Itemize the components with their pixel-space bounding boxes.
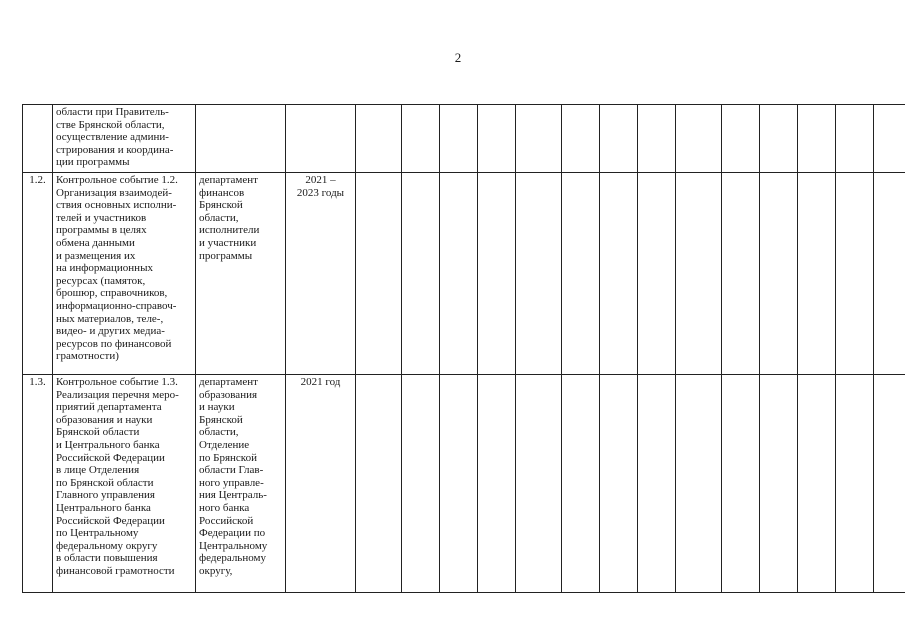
- cell-text-line: Российской Федерации: [56, 514, 165, 527]
- row-number-cell: [23, 105, 53, 173]
- page-number: 2: [454, 50, 462, 65]
- cell-text-line: стве Брянской области,: [56, 118, 165, 131]
- empty-schedule-cell: [874, 105, 905, 173]
- empty-schedule-cell: [600, 173, 638, 375]
- executor-cell: [196, 105, 286, 173]
- row-number-cell: [23, 375, 53, 593]
- empty-schedule-cell: [874, 173, 905, 375]
- cell-text-line: области,: [199, 211, 239, 224]
- empty-schedule-cell: [798, 105, 836, 173]
- empty-schedule-cell: [760, 375, 798, 593]
- cell-text-line: исполнители: [199, 224, 260, 237]
- empty-schedule-cell: [516, 375, 562, 593]
- event-description-cell: [53, 105, 196, 173]
- empty-schedule-cell: [836, 105, 874, 173]
- empty-schedule-cell: [562, 105, 600, 173]
- cell-text-line: по Брянской области: [56, 476, 154, 489]
- cell-text-line: Контрольное событие 1.2.: [56, 174, 178, 186]
- cell-text-line: приятий департамента: [56, 401, 162, 414]
- empty-schedule-cell: [676, 173, 722, 375]
- table-row: [23, 375, 905, 593]
- empty-schedule-cell: [440, 375, 478, 593]
- empty-schedule-cell: [798, 173, 836, 375]
- cell-text-line: грамотности): [56, 350, 119, 363]
- empty-schedule-cell: [676, 105, 722, 173]
- cell-text-line: Центральному: [199, 539, 268, 552]
- program-events-table: [22, 104, 905, 593]
- cell-text-line: и науки: [199, 401, 235, 414]
- cell-text-line: Контрольное событие 1.3.: [56, 376, 178, 388]
- empty-schedule-cell: [356, 375, 402, 593]
- cell-text-line: программы: [199, 249, 253, 262]
- cell-text-line: ресурсах (памяток,: [56, 274, 146, 287]
- row-number: 1.2.: [29, 174, 46, 186]
- cell-text-line: департамент: [199, 174, 258, 186]
- empty-schedule-cell: [356, 105, 402, 173]
- empty-schedule-cell: [478, 173, 516, 375]
- empty-schedule-cell: [402, 173, 440, 375]
- cell-text-line: 2021 год: [300, 376, 341, 388]
- empty-schedule-cell: [562, 173, 600, 375]
- cell-text-line: на информационных: [56, 262, 153, 275]
- cell-text-line: по Центральному: [56, 527, 139, 540]
- cell-text-line: ния Централь-: [199, 489, 267, 502]
- empty-schedule-cell: [516, 173, 562, 375]
- cell-text-line: области при Правитель-: [56, 106, 169, 118]
- cell-text-line: обмена данными: [56, 236, 135, 249]
- table-row: [23, 173, 905, 375]
- cell-text-line: в области повышения: [56, 552, 158, 565]
- empty-schedule-cell: [440, 105, 478, 173]
- cell-text-line: образования: [199, 388, 258, 401]
- cell-text-line: Брянской: [199, 413, 243, 426]
- empty-schedule-cell: [478, 375, 516, 593]
- cell-text-line: Российской Федерации: [56, 451, 165, 464]
- cell-text-line: и Центрального банка: [56, 438, 160, 451]
- cell-text-line: и участники: [199, 236, 257, 249]
- cell-text-line: брошюр, справочников,: [56, 287, 168, 300]
- cell-text-line: информационно-справоч-: [56, 299, 177, 312]
- row-number: 1.3.: [29, 376, 46, 388]
- cell-text-line: телей и участников: [56, 211, 147, 224]
- row-number-cell: [23, 173, 53, 375]
- cell-text-line: департамент: [199, 376, 258, 388]
- empty-schedule-cell: [562, 375, 600, 593]
- event-description-cell: [53, 173, 196, 375]
- empty-schedule-cell: [356, 173, 402, 375]
- empty-schedule-cell: [638, 105, 676, 173]
- cell-text-line: по Брянской: [199, 451, 257, 464]
- empty-schedule-cell: [402, 375, 440, 593]
- cell-text-line: программы в целях: [56, 224, 147, 237]
- empty-schedule-cell: [722, 375, 760, 593]
- empty-schedule-cell: [836, 375, 874, 593]
- table-row: [23, 105, 905, 173]
- cell-text-line: Организация взаимодей-: [56, 186, 172, 199]
- cell-text-line: финансов: [199, 186, 245, 199]
- cell-text-line: ресурсов по финансовой: [56, 337, 172, 350]
- cell-text-line: 2023 годы: [296, 186, 345, 199]
- empty-schedule-cell: [402, 105, 440, 173]
- cell-text-line: области Глав-: [199, 464, 264, 477]
- cell-text-line: ного управле-: [199, 476, 264, 489]
- cell-text-line: финансовой грамотности: [56, 564, 175, 577]
- period-cell: [286, 173, 356, 375]
- empty-schedule-cell: [638, 375, 676, 593]
- executor-cell: [196, 375, 286, 593]
- cell-text-line: федеральному округу: [56, 539, 158, 552]
- empty-schedule-cell: [638, 173, 676, 375]
- cell-text-line: Российской: [199, 514, 254, 527]
- cell-text-line: видео- и других медиа-: [56, 325, 165, 338]
- cell-text-line: и размещения их: [56, 249, 136, 262]
- empty-schedule-cell: [836, 173, 874, 375]
- period-cell: [286, 375, 356, 593]
- cell-text-line: федеральному: [199, 552, 266, 565]
- cell-text-line: Брянской: [199, 199, 243, 212]
- empty-schedule-cell: [722, 173, 760, 375]
- empty-schedule-cell: [440, 173, 478, 375]
- cell-text-line: ного банка: [199, 501, 250, 514]
- empty-schedule-cell: [516, 105, 562, 173]
- event-description-cell: [53, 375, 196, 593]
- cell-text-line: Федерации по: [199, 527, 266, 540]
- empty-schedule-cell: [760, 173, 798, 375]
- cell-text-line: области,: [199, 426, 239, 439]
- cell-text-line: образования и науки: [56, 413, 153, 426]
- cell-text-line: Брянской области: [56, 426, 140, 439]
- cell-text-line: Центрального банка: [56, 501, 151, 514]
- empty-schedule-cell: [798, 375, 836, 593]
- empty-schedule-cell: [600, 105, 638, 173]
- cell-text-line: Отделение: [199, 438, 250, 451]
- cell-text-line: ных материалов, теле-,: [56, 312, 164, 325]
- cell-text-line: ции программы: [56, 156, 130, 169]
- cell-text-line: в лице Отделения: [56, 464, 140, 477]
- cell-text-line: Реализация перечня меро-: [56, 388, 179, 401]
- cell-text-line: стрирования и координа-: [56, 143, 174, 156]
- cell-text-line: ствия основных исполни-: [56, 199, 177, 212]
- empty-schedule-cell: [600, 375, 638, 593]
- empty-schedule-cell: [722, 105, 760, 173]
- empty-schedule-cell: [874, 375, 905, 593]
- empty-schedule-cell: [760, 105, 798, 173]
- empty-schedule-cell: [676, 375, 722, 593]
- period-cell: [286, 105, 356, 173]
- cell-text-line: 2021 –: [305, 174, 336, 186]
- executor-cell: [196, 173, 286, 375]
- cell-text-line: осуществление админи-: [56, 131, 169, 144]
- cell-text-line: Главного управления: [56, 489, 155, 502]
- cell-text-line: округу,: [199, 564, 233, 577]
- empty-schedule-cell: [478, 105, 516, 173]
